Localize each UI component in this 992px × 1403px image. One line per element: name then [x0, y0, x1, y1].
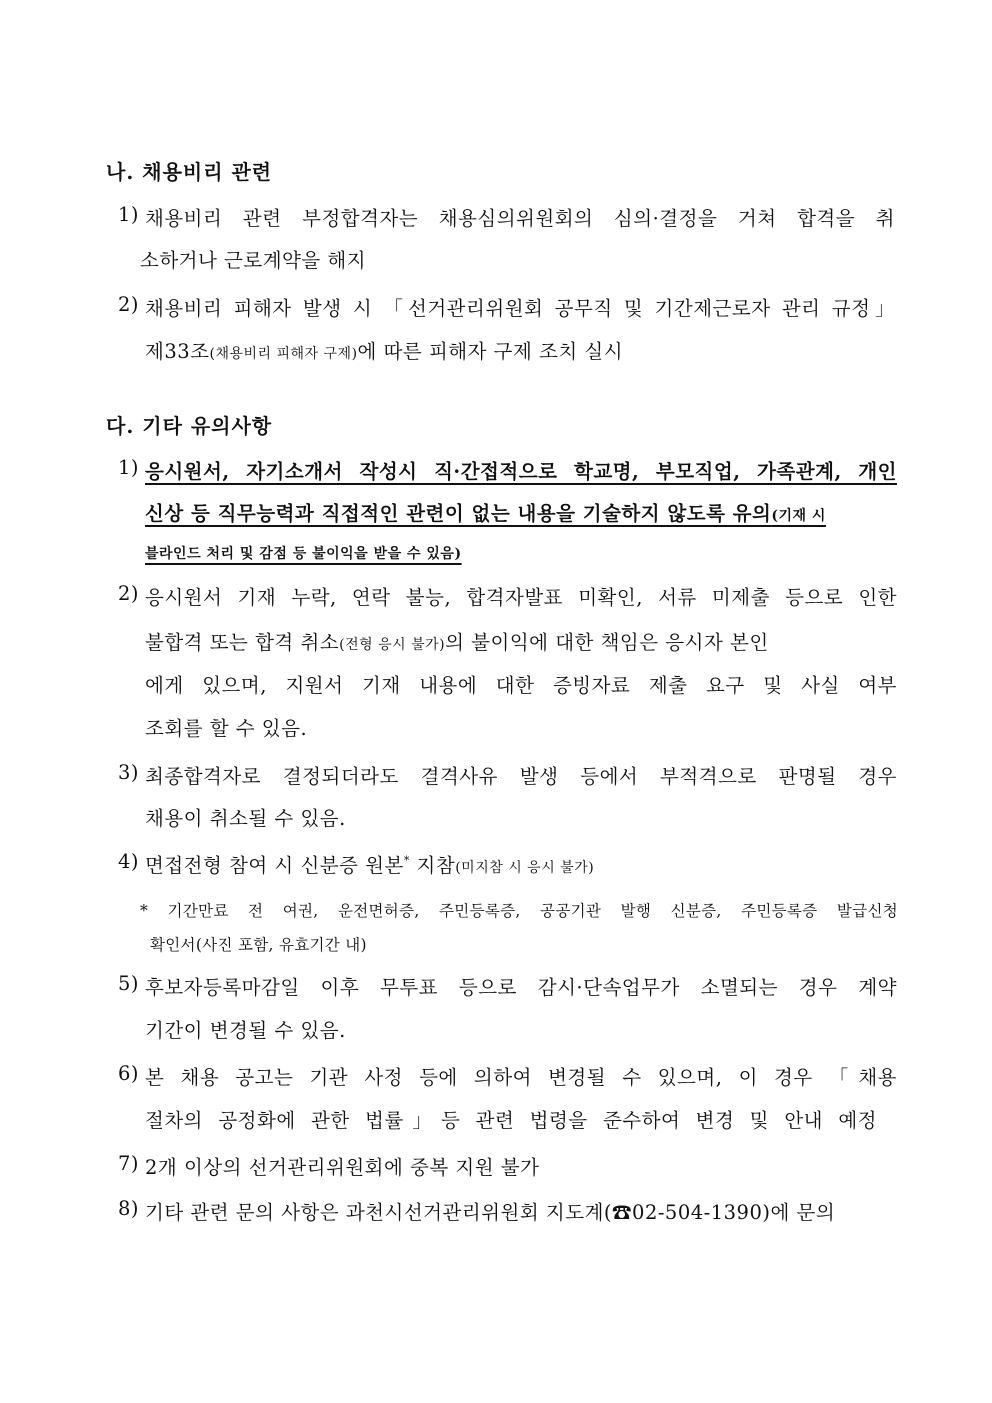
- item-number: 4): [118, 850, 140, 873]
- item-text-emphasis: [145, 498, 826, 526]
- item-text-note: (미지참 시 응시 불가): [455, 860, 595, 876]
- phone-icon: ☎: [612, 1201, 633, 1224]
- section-heading-recruitment-corruption: 나. 채용비리 관련: [106, 160, 273, 184]
- item-text-pre: 기타 관련 문의 사항은 과천시선거관리위원회 지도계(: [145, 1201, 613, 1224]
- item-text: 2개 이상의 선거관리위원회에 중복 지원 불가: [145, 1156, 540, 1179]
- item-text: 후보자등록마감일 이후 무투표 등으로 감시·단속업무가 소멸되는 경우 계약: [145, 976, 897, 999]
- item-text-emphasis-main: 신상 등 직무능력과 직접적인 관련이 없는 내용을 기술하지 않도록 유의: [145, 502, 772, 525]
- item-text: [145, 850, 594, 878]
- item-number: 2): [118, 582, 140, 605]
- item-text: 조회를 할 수 있음.: [145, 717, 308, 740]
- item-number: 1): [118, 456, 140, 479]
- item-text: [145, 336, 623, 364]
- item-text-emphasis: 응시원서, 자기소개서 작성시 직·간접적으로 학교명, 부모직업, 가족관계, 개인: [145, 460, 897, 483]
- item-text: 절차의 공정화에 관한 법률」등 관련 법령을 준수하여 변경 및 안내 예정: [145, 1109, 877, 1132]
- item-text: 소하거나 근로계약을 해지: [140, 249, 367, 272]
- item-text-post: 의 불이익에 대한 책임은 응시자 본인: [445, 631, 769, 654]
- item-text-emphasis-note: 블라인드 처리 및 감점 등 불이익을 받을 수 있음): [145, 546, 462, 562]
- item-number: 1): [118, 203, 140, 226]
- item-number: 3): [118, 761, 140, 784]
- item-text-emphasis-note: (기재 시: [771, 508, 826, 524]
- item-number: 8): [118, 1197, 140, 1220]
- item-text: 채용비리 관련 부정합격자는 채용심의위원회의 심의·결정을 거쳐 합격을 취: [145, 207, 895, 230]
- item-text: [145, 627, 769, 655]
- item-text-pre: 면접전형 참여 시 신분증 원본: [145, 854, 404, 877]
- item-number: 5): [118, 972, 140, 995]
- item-text: 에게 있으며, 지원서 기재 내용에 대한 증빙자료 제출 요구 및 사실 여부: [145, 674, 897, 697]
- item-text: [145, 1197, 835, 1225]
- item-text: 채용이 취소될 수 있음.: [145, 807, 346, 830]
- item-number: 6): [118, 1062, 140, 1085]
- item-text-pre: 불합격 또는 합격 취소: [145, 631, 340, 654]
- item-number: 7): [118, 1152, 140, 1175]
- item-text: 본 채용 공고는 기관 사정 등에 의하여 변경될 수 있으며, 이 경우 「채용: [145, 1066, 897, 1089]
- footnote-marker: *: [403, 854, 410, 867]
- item-text: 최종합격자로 결정되더라도 결격사유 발생 등에서 부적격으로 판명될 경우: [145, 765, 897, 788]
- item-text: 채용비리 피해자 발생 시 「선거관리위원회 공무직 및 기간제근로자 관리 규정」: [145, 297, 895, 320]
- footnote-text: * 기간만료 전 여권, 운전면허증, 주민등록증, 공공기관 발행 신분증, 주민등록증 발급신청: [140, 902, 898, 920]
- phone-number: 02-504-1390: [632, 1201, 763, 1224]
- article-number: 제33조: [145, 340, 210, 363]
- item-number: 2): [118, 293, 140, 316]
- article-note: (채용비리 피해자 구제): [209, 346, 358, 362]
- item-text: 응시원서 기재 누락, 연락 불능, 합격자발표 미확인, 서류 미제출 등으로 인한: [145, 586, 897, 609]
- section-heading-other-notes: 다. 기타 유의사항: [106, 414, 273, 438]
- item-text-note: (전형 응시 불가): [339, 637, 446, 653]
- item-text-post: )에 문의: [762, 1201, 836, 1224]
- item-text-mid: 지참: [409, 854, 456, 877]
- item-text: 기간이 변경될 수 있음.: [145, 1019, 346, 1042]
- footnote-text: 확인서(사진 포함, 유효기간 내): [150, 936, 367, 954]
- item-text-rest: 에 따른 피해자 구제 조치 실시: [357, 340, 624, 363]
